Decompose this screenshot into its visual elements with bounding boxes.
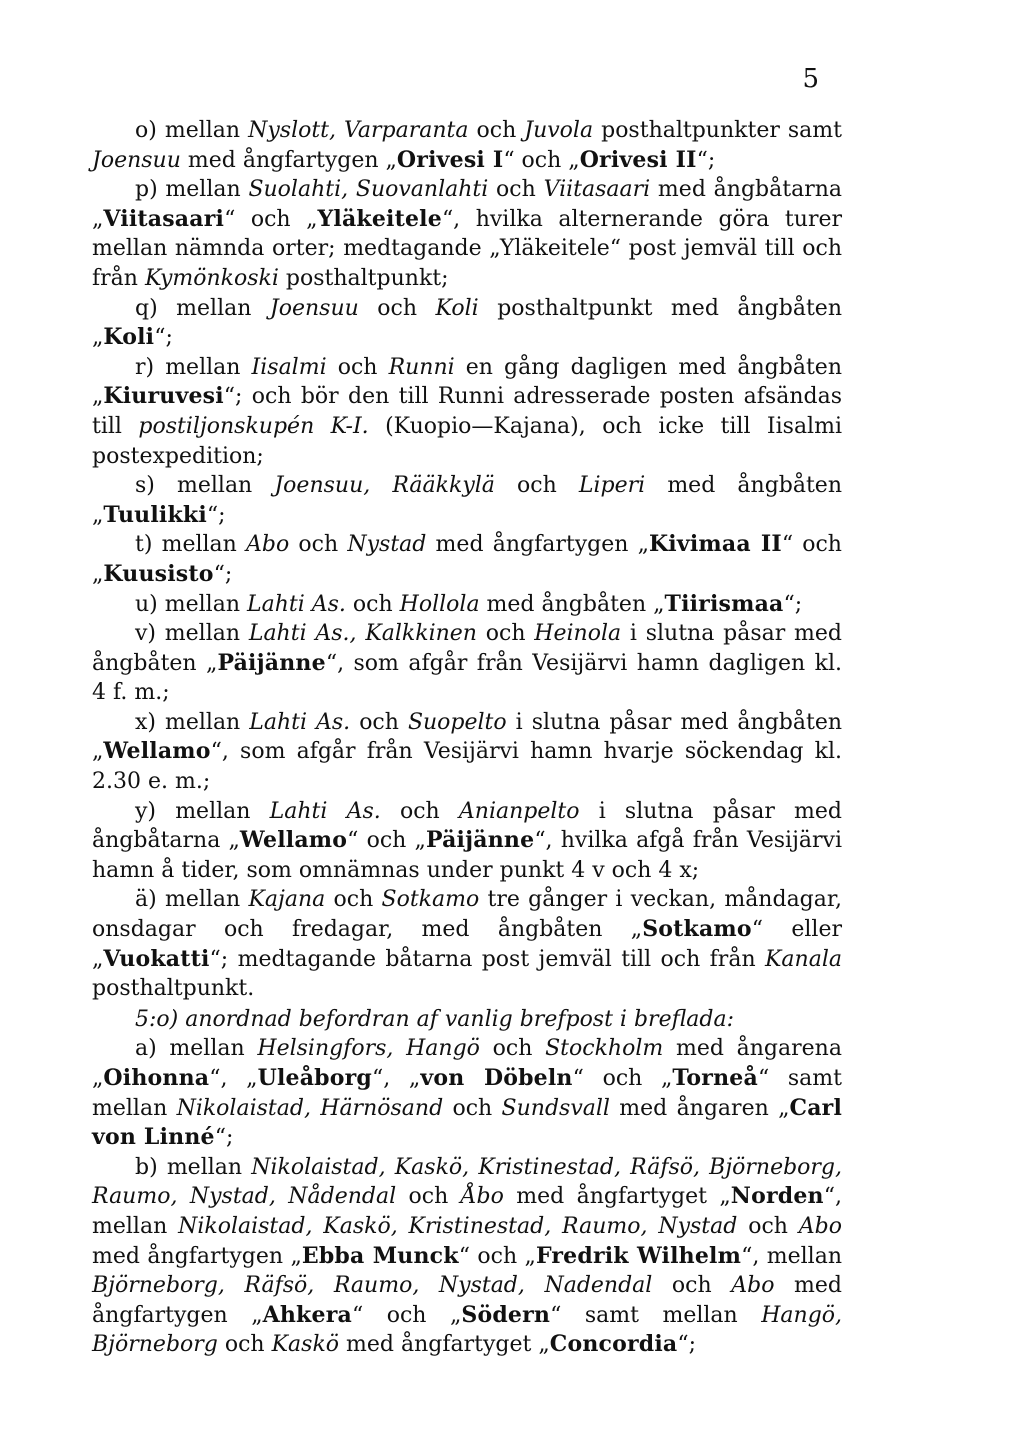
text-run: v) mellan: [135, 621, 249, 647]
ship-name: von Döbeln: [420, 1065, 573, 1091]
text-run: och: [217, 1332, 272, 1358]
text-run: “ och „: [458, 1243, 536, 1269]
ship-name: Södern: [461, 1301, 551, 1328]
text-run: med ångfartyget „: [503, 1184, 731, 1210]
ship-name: Oihonna: [103, 1065, 210, 1091]
text-run: en gång dagligen med ångbåten „: [92, 354, 842, 410]
paragraph-s: [92, 471, 842, 530]
paragraph-r: [92, 353, 842, 471]
italic-place-name: Björneborg, Räfsö, Raumo, Nystad, Nadendal: [92, 1273, 653, 1299]
text-run: och: [479, 1036, 546, 1062]
text-run: “ och „: [224, 206, 318, 232]
paragraph-: [92, 885, 842, 1003]
ship-name: Torneå: [672, 1065, 758, 1091]
text-run: och: [494, 473, 579, 499]
italic-place-name: Lahti As.: [269, 798, 381, 824]
italic-place-name: Joensuu: [269, 295, 359, 321]
text-run: a) mellan: [135, 1036, 258, 1062]
paragraph-t: [92, 530, 842, 589]
italic-place-name: Abo: [798, 1213, 842, 1239]
text-run: “, som afgår från Vesijärvi hamn hvarje söckendag kl. 2.30 e. m.;: [92, 739, 842, 795]
paragraph-p: [92, 175, 842, 293]
text-run: “ samt mellan: [92, 1066, 842, 1121]
text-run: “, hvilka afgå från Vesijärvi hamn å tider, som omnämnas under punkt 4 v och 4 x;: [92, 828, 842, 883]
text-run: y) mellan: [135, 798, 270, 824]
italic-place-name: Sundsvall: [501, 1095, 610, 1121]
italic-place-name: Åbo: [460, 1184, 504, 1210]
italic-place-name: Lahti As.: [249, 709, 351, 735]
italic-place-name: Viitasaari: [543, 177, 651, 203]
text-run: och: [350, 709, 408, 735]
italic-place-name: Abo: [246, 532, 290, 558]
text-run: posthaltpunkt.: [92, 976, 255, 1002]
paragraph-b: [92, 1153, 842, 1360]
ship-name: Tuulikki: [103, 501, 207, 528]
text-run: “ och „: [347, 828, 426, 854]
text-run: posthaltpunkt;: [278, 265, 449, 291]
italic-place-name: Nyslott, Varparanta: [248, 118, 469, 143]
ship-name: Orivesi I: [396, 146, 504, 173]
text-run: u) mellan: [135, 591, 247, 617]
text-run: med ångbåtarna „: [92, 177, 842, 232]
paragraph-5o: [92, 1005, 842, 1035]
italic-place-name: Sotkamo: [381, 887, 480, 913]
text-run: “ samt mellan: [550, 1302, 762, 1328]
ship-name: Orivesi II: [579, 146, 697, 173]
text-run: och: [476, 621, 535, 647]
text-run: tre gånger i veckan, måndagar, onsdagar och fredagar, med ångbåten „: [92, 887, 842, 943]
ship-name: Kivimaa II: [648, 531, 782, 558]
italic-place-name: Nikolaistad, Härnösand: [176, 1095, 444, 1121]
italic-place-name: Hollola: [399, 591, 480, 617]
italic-place-name: Heinola: [534, 621, 622, 647]
ship-name: Carl von Linné: [92, 1094, 842, 1151]
text-run: p) mellan: [135, 177, 249, 203]
body-text: [92, 116, 842, 1360]
text-run: och: [468, 118, 525, 143]
text-run: och: [325, 887, 382, 913]
italic-place-name: Abo: [731, 1273, 775, 1299]
text-run: “ eller „: [92, 917, 842, 972]
text-run: med ångfartygen „: [426, 532, 649, 558]
italic-place-name: Nikolaistad, Kaskö, Kristinestad, Räfsö, Björneborg, Raumo, Nystad, Nådendal: [92, 1154, 843, 1210]
ship-name: Kuusisto: [103, 560, 214, 587]
text-run: “; och bör den till Runni adresserade posten afsändas till: [92, 384, 842, 439]
italic-place-name: Hangö, Björneborg: [92, 1302, 843, 1358]
text-run: ä) mellan: [135, 887, 249, 913]
italic-place-name: Iisalmi: [251, 354, 327, 380]
text-run: “, hvilka alternerande göra turer mellan nämnda orter; medtagande „Yläkeitele“ post jemväl till och från: [92, 206, 842, 291]
italic-place-name: Joensuu: [92, 147, 181, 173]
ship-name: Tiirismaa: [664, 590, 784, 617]
text-run: “;: [213, 561, 233, 587]
italic-place-name: Nystad: [347, 532, 427, 558]
text-run: “;: [677, 1332, 697, 1358]
text-run: och: [652, 1273, 732, 1299]
text-run: “;: [696, 147, 716, 173]
ship-name: Yläkeitele: [317, 205, 442, 232]
italic-place-name: Suolahti, Suovanlahti: [248, 177, 489, 203]
text-run: med ångarena „: [92, 1036, 842, 1091]
text-run: “, mellan: [741, 1243, 842, 1269]
ship-name: Ahkera: [262, 1301, 352, 1328]
text-run: “ och „: [351, 1302, 462, 1328]
italic-place-name: Suopelto: [407, 709, 507, 735]
italic-place-name: Kajana: [248, 887, 326, 913]
text-run: “, som afgår från Vesijärvi hamn dagligen kl. 4 f. m.;: [92, 650, 842, 706]
text-run: b) mellan: [135, 1154, 252, 1180]
text-run: “ och „: [503, 147, 580, 173]
italic-place-name: Kymönkoski: [144, 265, 279, 291]
text-run: “, „: [372, 1066, 421, 1091]
text-run: med ångfartyget „: [339, 1332, 550, 1358]
text-run: “;: [206, 502, 226, 528]
text-run: i slutna påsar med ångbåtarna „: [92, 798, 843, 854]
italic-place-name: postiljonskupén K-I.: [138, 413, 369, 439]
text-run: t) mellan: [135, 532, 247, 558]
ship-name: Wellamo: [239, 827, 348, 854]
text-run: och: [380, 798, 459, 824]
paragraph-o: [92, 116, 842, 175]
italic-place-name: Kanala: [765, 946, 842, 972]
paragraph-a: [92, 1034, 842, 1152]
italic-place-name: Stockholm: [545, 1036, 664, 1062]
ship-name: Kiuruvesi: [103, 383, 224, 410]
paragraph-y: [92, 797, 842, 886]
text-run: “ och „: [92, 532, 842, 587]
ship-name: Päijänne: [217, 649, 326, 676]
text-run: “;: [783, 591, 803, 617]
text-run: “, mellan: [92, 1184, 842, 1239]
text-run: posthaltpunkter samt: [593, 118, 842, 143]
text-run: “; medtagande båtarna post jemväl till och från: [209, 946, 765, 972]
text-run: och: [358, 295, 436, 321]
text-run: och: [289, 532, 348, 558]
text-run: och: [326, 354, 389, 380]
text-run: med ångaren „: [609, 1095, 790, 1121]
italic-place-name: Runni: [388, 354, 455, 380]
text-run: i slutna påsar med ångbåten „: [92, 621, 842, 676]
text-run: i slutna påsar med ångbåten „: [92, 709, 843, 765]
italic-place-name: Liperi: [578, 473, 646, 499]
text-run: med ångbåten „: [479, 591, 665, 617]
text-run: q) mellan: [135, 295, 270, 321]
text-run: med ångfartygen „: [92, 1243, 302, 1269]
ship-name: Fredrik Wilhelm: [535, 1242, 742, 1269]
text-run: och: [396, 1184, 461, 1210]
text-run: r) mellan: [135, 354, 252, 380]
text-run: “;: [154, 325, 173, 351]
text-run: och: [345, 591, 400, 617]
italic-place-name: Kaskö: [271, 1332, 340, 1358]
paragraph-v: [92, 619, 842, 708]
text-run: “ och „: [572, 1066, 673, 1091]
ship-name: Concordia: [549, 1331, 678, 1358]
ship-name: Norden: [730, 1183, 824, 1210]
italic-place-name: Lahti As.: [246, 591, 346, 617]
text-run: med ångfartygen „: [92, 1273, 842, 1328]
italic-place-name: Anianpelto: [458, 798, 580, 824]
ship-name: Ebba Munck: [301, 1242, 459, 1269]
text-run: och: [737, 1213, 799, 1239]
ship-name: Uleåborg: [257, 1065, 373, 1091]
text-run: “;: [214, 1125, 234, 1151]
text-run: och: [443, 1095, 502, 1121]
text-run: (Kuopio—Kajana), och icke till Iisalmi postexpedition;: [92, 413, 842, 469]
text-run: med ångfartygen „: [180, 147, 397, 173]
ship-name: Koli: [103, 324, 155, 351]
ship-name: Viitasaari: [103, 205, 225, 232]
paragraph-u: [92, 590, 842, 620]
italic-place-name: Helsingfors, Hangö: [257, 1036, 480, 1062]
italic-place-name: 5:o) anordnad befordran af vanlig brefpost i breflada:: [135, 1006, 734, 1032]
ship-name: Sotkamo: [642, 916, 752, 943]
text-run: med ångbåten „: [92, 473, 842, 528]
text-run: och: [488, 177, 544, 203]
ship-name: Päijänne: [425, 827, 535, 854]
text-run: x) mellan: [135, 709, 250, 735]
page-number: 5: [802, 64, 819, 94]
italic-place-name: Joensuu, Rääkkylä: [274, 473, 495, 499]
text-run: s) mellan: [135, 473, 275, 499]
text-run: posthaltpunkt med ångbåten „: [92, 295, 842, 351]
italic-place-name: Lahti As., Kalkkinen: [248, 621, 477, 647]
ship-name: Wellamo: [103, 738, 211, 765]
ship-name: Vuokatti: [103, 945, 210, 972]
text-run: o) mellan: [135, 118, 249, 143]
paragraph-q: [92, 294, 842, 353]
text-run: “, „: [209, 1066, 258, 1091]
paragraph-x: [92, 708, 842, 797]
italic-place-name: Nikolaistad, Kaskö, Kristinestad, Raumo, Nystad: [178, 1213, 738, 1239]
italic-place-name: Juvola: [524, 118, 594, 143]
italic-place-name: Koli: [435, 295, 479, 321]
